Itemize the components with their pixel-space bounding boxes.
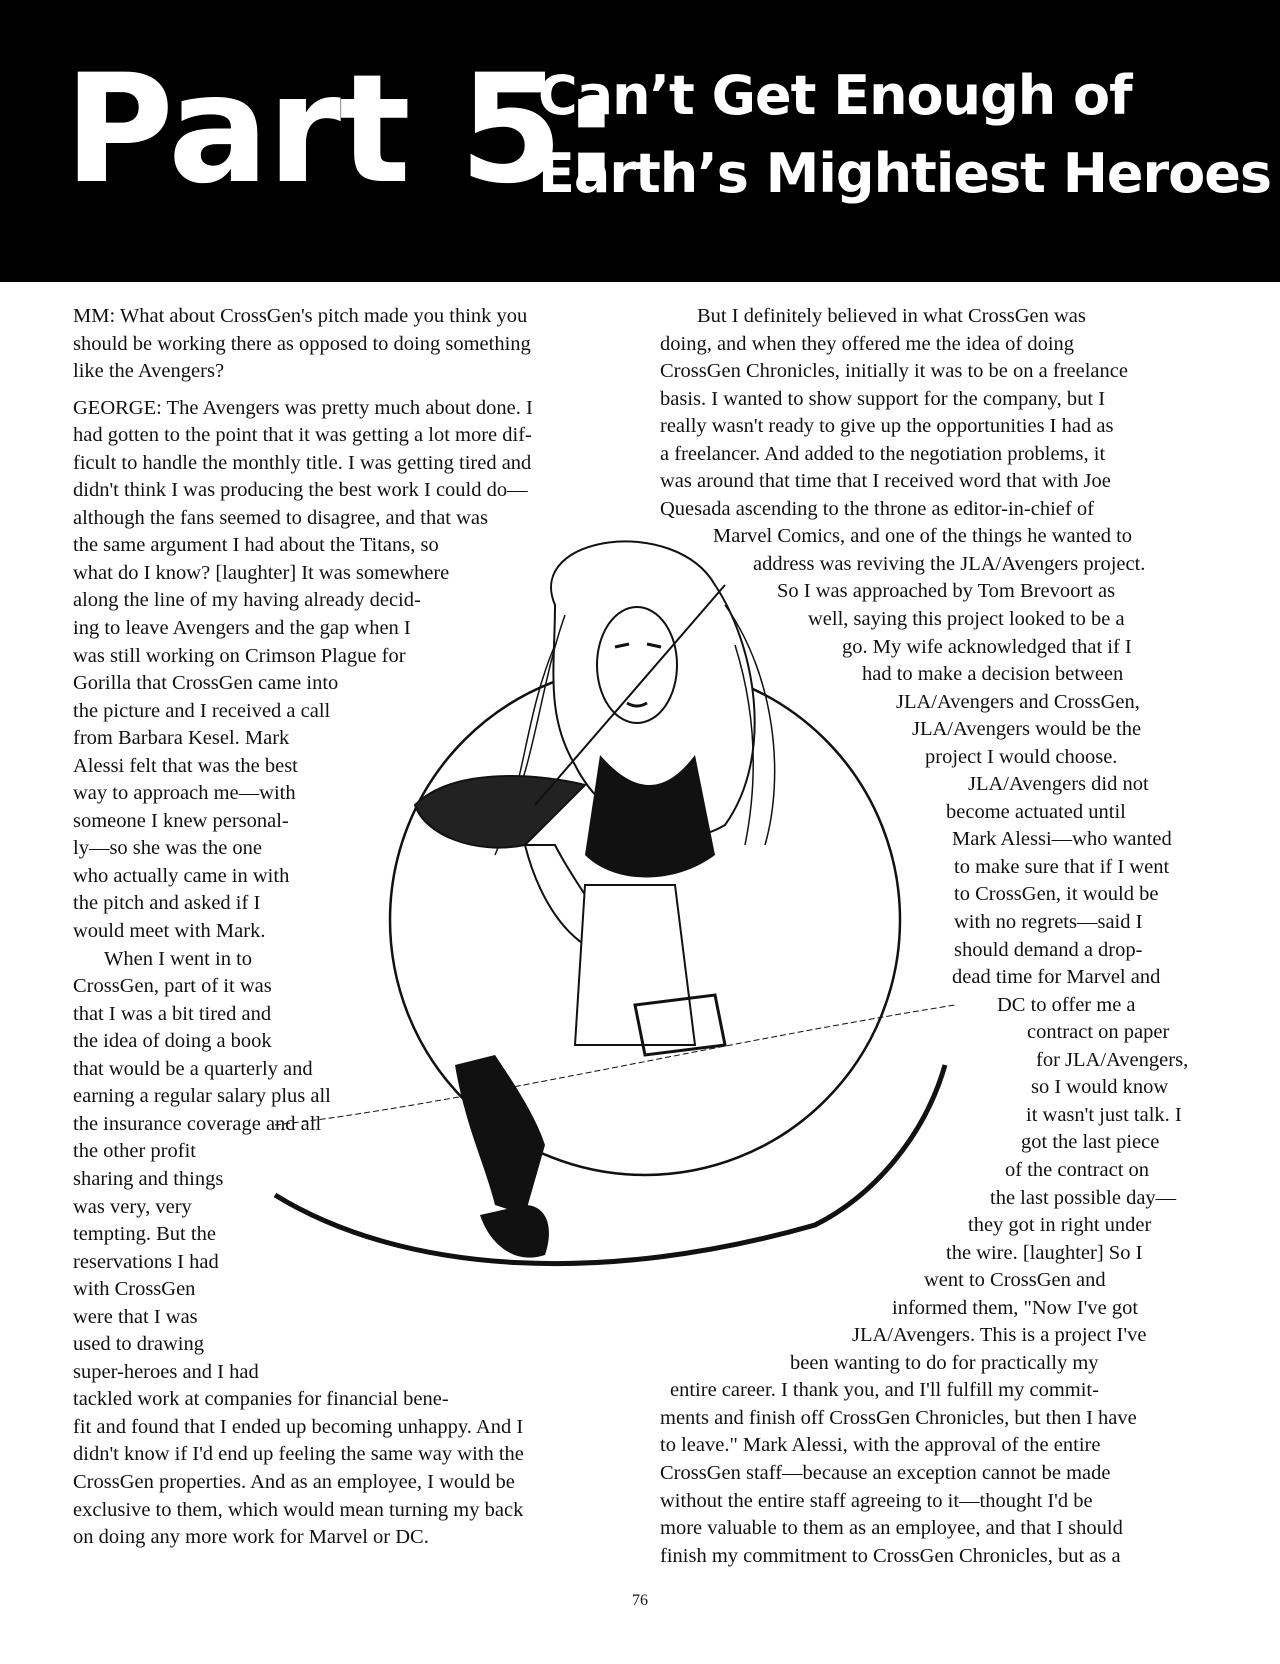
text-line: got the last piece bbox=[1021, 1131, 1160, 1154]
text-line: GEORGE: The Avengers was pretty much about done. I bbox=[73, 396, 533, 419]
text-line: had to make a decision between bbox=[862, 663, 1124, 686]
part-number: Part 5: bbox=[64, 43, 620, 217]
text-line: DC to offer me a bbox=[997, 993, 1136, 1016]
text-line: When I went in to bbox=[104, 947, 253, 970]
text-line: to CrossGen, it would be bbox=[954, 883, 1159, 906]
text-line: tempting. But the bbox=[73, 1223, 216, 1246]
text-line: someone I knew personal- bbox=[73, 809, 289, 832]
text-line: from Barbara Kesel. Mark bbox=[73, 727, 290, 750]
text-line: didn't know if I'd end up feeling the same way with the bbox=[73, 1443, 524, 1466]
text-line: reservations I had bbox=[73, 1250, 219, 1273]
text-line: without the entire staff agreeing to it—thought I'd be bbox=[660, 1489, 1093, 1512]
text-line: earning a regular salary plus all bbox=[73, 1085, 331, 1108]
text-line: fit and found that I ended up becoming unhappy. And I bbox=[73, 1415, 524, 1438]
text-line: should demand a drop- bbox=[954, 938, 1143, 961]
text-line: basis. I wanted to show support for the company, but I bbox=[660, 387, 1106, 410]
text-line: sharing and things bbox=[73, 1167, 224, 1190]
text-line: become actuated until bbox=[946, 800, 1126, 823]
text-line: would meet with Mark. bbox=[73, 920, 266, 943]
text-line: ficult to handle the monthly title. I was getting tired and bbox=[73, 451, 532, 474]
text-line: should be working there as opposed to doing something bbox=[73, 332, 531, 355]
page-number: 76 bbox=[632, 1592, 648, 1609]
chapter-title-line-2: Earth’s Mightiest Heroes bbox=[538, 142, 1272, 205]
text-line: project I would choose. bbox=[925, 745, 1118, 768]
text-line: that I was a bit tired and bbox=[73, 1002, 272, 1025]
text-line: who actually came in with bbox=[73, 864, 290, 887]
text-line: ing to leave Avengers and the gap when I bbox=[73, 617, 411, 640]
text-line: Alessi felt that was the best bbox=[73, 754, 298, 777]
text-line: used to drawing bbox=[73, 1333, 204, 1356]
text-line: entire career. I thank you, and I'll fulfill my commit- bbox=[670, 1379, 1099, 1402]
text-line: like the Avengers? bbox=[73, 360, 225, 383]
text-line: were that I was bbox=[73, 1305, 198, 1328]
text-line: went to CrossGen and bbox=[924, 1269, 1106, 1292]
text-line: the wire. [laughter] So I bbox=[946, 1241, 1143, 1264]
text-line: dead time for Marvel and bbox=[952, 966, 1161, 989]
text-line: doing, and when they offered me the idea of doing bbox=[660, 332, 1075, 355]
text-line: didn't think I was producing the best work I could do— bbox=[73, 479, 528, 502]
text-line: Gorilla that CrossGen came into bbox=[73, 672, 339, 695]
text-line: they got in right under bbox=[968, 1214, 1152, 1237]
text-line: it wasn't just talk. I bbox=[1026, 1103, 1182, 1126]
archer-illustration bbox=[255, 525, 1015, 1385]
text-line: way to approach me—with bbox=[73, 782, 296, 805]
text-line: well, saying this project looked to be a bbox=[808, 608, 1125, 631]
text-line: that would be a quarterly and bbox=[73, 1057, 313, 1080]
text-line: informed them, "Now I've got bbox=[892, 1296, 1139, 1319]
text-line: ments and finish off CrossGen Chronicles, but then I have bbox=[660, 1406, 1137, 1429]
text-line: for JLA/Avengers, bbox=[1036, 1048, 1189, 1071]
text-line: the picture and I received a call bbox=[73, 699, 331, 722]
bow bbox=[275, 1065, 945, 1264]
text-line: was very, very bbox=[73, 1195, 192, 1218]
text-line: contract on paper bbox=[1027, 1021, 1170, 1044]
text-line: address was reviving the JLA/Avengers project. bbox=[753, 552, 1146, 575]
text-line: along the line of my having already decid- bbox=[73, 589, 421, 612]
text-line: the pitch and asked if I bbox=[73, 892, 261, 915]
chapter-title-line-1: Can’t Get Enough of bbox=[538, 64, 1132, 127]
text-line: with no regrets—said I bbox=[954, 911, 1143, 934]
text-line: ly—so she was the one bbox=[73, 837, 263, 860]
text-line: Marvel Comics, and one of the things he wanted to bbox=[713, 525, 1133, 548]
text-line: of the contract on bbox=[1005, 1158, 1150, 1181]
text-line: really wasn't ready to give up the opportunities I had as bbox=[660, 415, 1114, 438]
text-line: although the fans seemed to disagree, and that was bbox=[73, 506, 488, 529]
text-line: JLA/Avengers and CrossGen, bbox=[896, 690, 1140, 713]
text-line: JLA/Avengers would be the bbox=[912, 718, 1142, 741]
text-line: CrossGen properties. And as an employee, I would be bbox=[73, 1470, 515, 1493]
text-line: on doing any more work for Marvel or DC. bbox=[73, 1526, 429, 1549]
text-line: more valuable to them as an employee, and that I should bbox=[660, 1517, 1123, 1540]
text-line: to leave." Mark Alessi, with the approval of the entire bbox=[660, 1434, 1101, 1457]
text-line: So I was approached by Tom Brevoort as bbox=[777, 580, 1116, 603]
text-line: Mark Alessi—who wanted bbox=[952, 828, 1172, 851]
text-line: MM: What about CrossGen's pitch made you think you bbox=[73, 305, 528, 327]
text-line: go. My wife acknowledged that if I bbox=[842, 635, 1132, 658]
text-line: with CrossGen bbox=[73, 1278, 196, 1301]
text-line: But I definitely believed in what CrossGen was bbox=[697, 305, 1086, 327]
text-line: CrossGen Chronicles, initially it was to be on a freelance bbox=[660, 360, 1128, 383]
text-line: JLA/Avengers did not bbox=[968, 773, 1149, 796]
archer-figure bbox=[415, 541, 775, 1257]
text-line: what do I know? [laughter] It was somewhere bbox=[73, 561, 450, 584]
chapter-header bbox=[0, 0, 1280, 282]
text-line: super-heroes and I had bbox=[73, 1360, 259, 1383]
text-line: was around that time that I received word that with Joe bbox=[660, 470, 1111, 493]
text-line: the last possible day— bbox=[990, 1186, 1177, 1209]
text-line: CrossGen staff—because an exception cannot be made bbox=[660, 1461, 1111, 1484]
text-line: JLA/Avengers. This is a project I've bbox=[852, 1324, 1147, 1347]
text-line: tackled work at companies for financial bene- bbox=[73, 1388, 449, 1411]
text-line: so I would know bbox=[1031, 1076, 1169, 1099]
text-line: the idea of doing a book bbox=[73, 1030, 272, 1053]
text-line: been wanting to do for practically my bbox=[790, 1351, 1099, 1374]
text-line: the insurance coverage and all bbox=[73, 1112, 322, 1135]
text-line: had gotten to the point that it was getting a lot more dif- bbox=[73, 424, 532, 447]
text-line: to make sure that if I went bbox=[954, 855, 1170, 878]
text-line: CrossGen, part of it was bbox=[73, 975, 272, 998]
text-line: was still working on Crimson Plague for bbox=[73, 644, 406, 667]
text-line: the other profit bbox=[73, 1140, 196, 1163]
text-line: finish my commitment to CrossGen Chronicles, but as a bbox=[660, 1544, 1121, 1567]
text-line: exclusive to them, which would mean turning my back bbox=[73, 1498, 524, 1521]
text-line: a freelancer. And added to the negotiation problems, it bbox=[660, 442, 1106, 465]
text-line: the same argument I had about the Titans, so bbox=[73, 534, 439, 557]
text-line: Quesada ascending to the throne as editor-in-chief of bbox=[660, 497, 1094, 520]
